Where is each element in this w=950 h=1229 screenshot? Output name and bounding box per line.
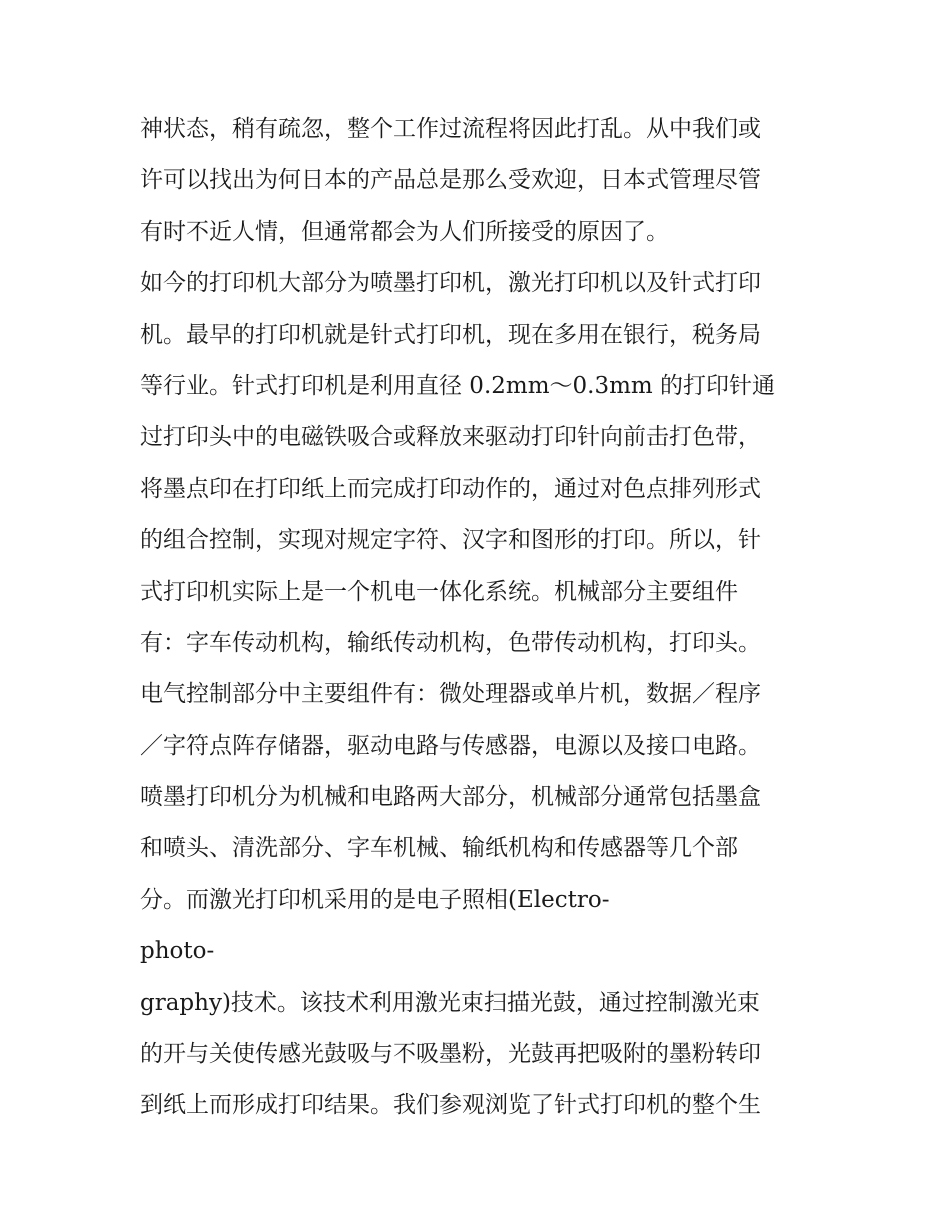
text-line: 将墨点印在打印纸上而完成打印动作的，通过对色点排列形式 (140, 475, 761, 502)
body-text (140, 104, 820, 1132)
text-line: 喷墨打印机分为机械和电路两大部分，机械部分通常包括墨盒 (140, 784, 761, 811)
text-line: 分。而激光打印机采用的是电子照相(Electro- (140, 886, 610, 913)
text-line: photo- (140, 938, 215, 965)
text-line: 等行业。针式打印机是利用直径 0.2mm～0.3mm 的打印针通 (140, 372, 776, 399)
text-line: 过打印头中的电磁铁吸合或释放来驱动打印针向前击打色带， (140, 424, 761, 451)
text-line: 机。最早的打印机就是针式打印机，现在多用在银行，税务局 (140, 321, 761, 348)
text-line: 如今的打印机大部分为喷墨打印机，激光打印机以及针式打印 (140, 270, 761, 297)
text-line: 神状态，稍有疏忽，整个工作过流程将因此打乱。从中我们或 (140, 116, 761, 142)
text-line: 式打印机实际上是一个机电一体化系统。机械部分主要组件 (140, 578, 738, 605)
text-line: 有：字车传动机构，输纸传动机构，色带传动机构，打印头。 (140, 629, 761, 656)
text-line: 的开与关使传感光鼓吸与不吸墨粉，光鼓再把吸附的墨粉转印 (140, 1041, 761, 1068)
text-line: 许可以找出为何日本的产品总是那么受欢迎，日本式管理尽管 (140, 167, 761, 194)
text-line: 和喷头、清洗部分、字车机械、输纸机构和传感器等几个部 (140, 835, 738, 862)
text-line: ／字符点阵存储器，驱动电路与传感器，电源以及接口电路。 (140, 732, 761, 759)
text-line: 的组合控制，实现对规定字符、汉字和图形的打印。所以，针 (140, 527, 761, 554)
text-line: 有时不近人情，但通常都会为人们所接受的原因了。 (140, 218, 669, 245)
text-line: 电气控制部分中主要组件有：微处理器或单片机，数据／程序 (140, 681, 761, 708)
text-line: 到纸上而形成打印结果。我们参观浏览了针式打印机的整个生 (140, 1092, 761, 1119)
text-line: graphy)技术。该技术利用激光束扫描光鼓，通过控制激光束 (140, 989, 760, 1016)
